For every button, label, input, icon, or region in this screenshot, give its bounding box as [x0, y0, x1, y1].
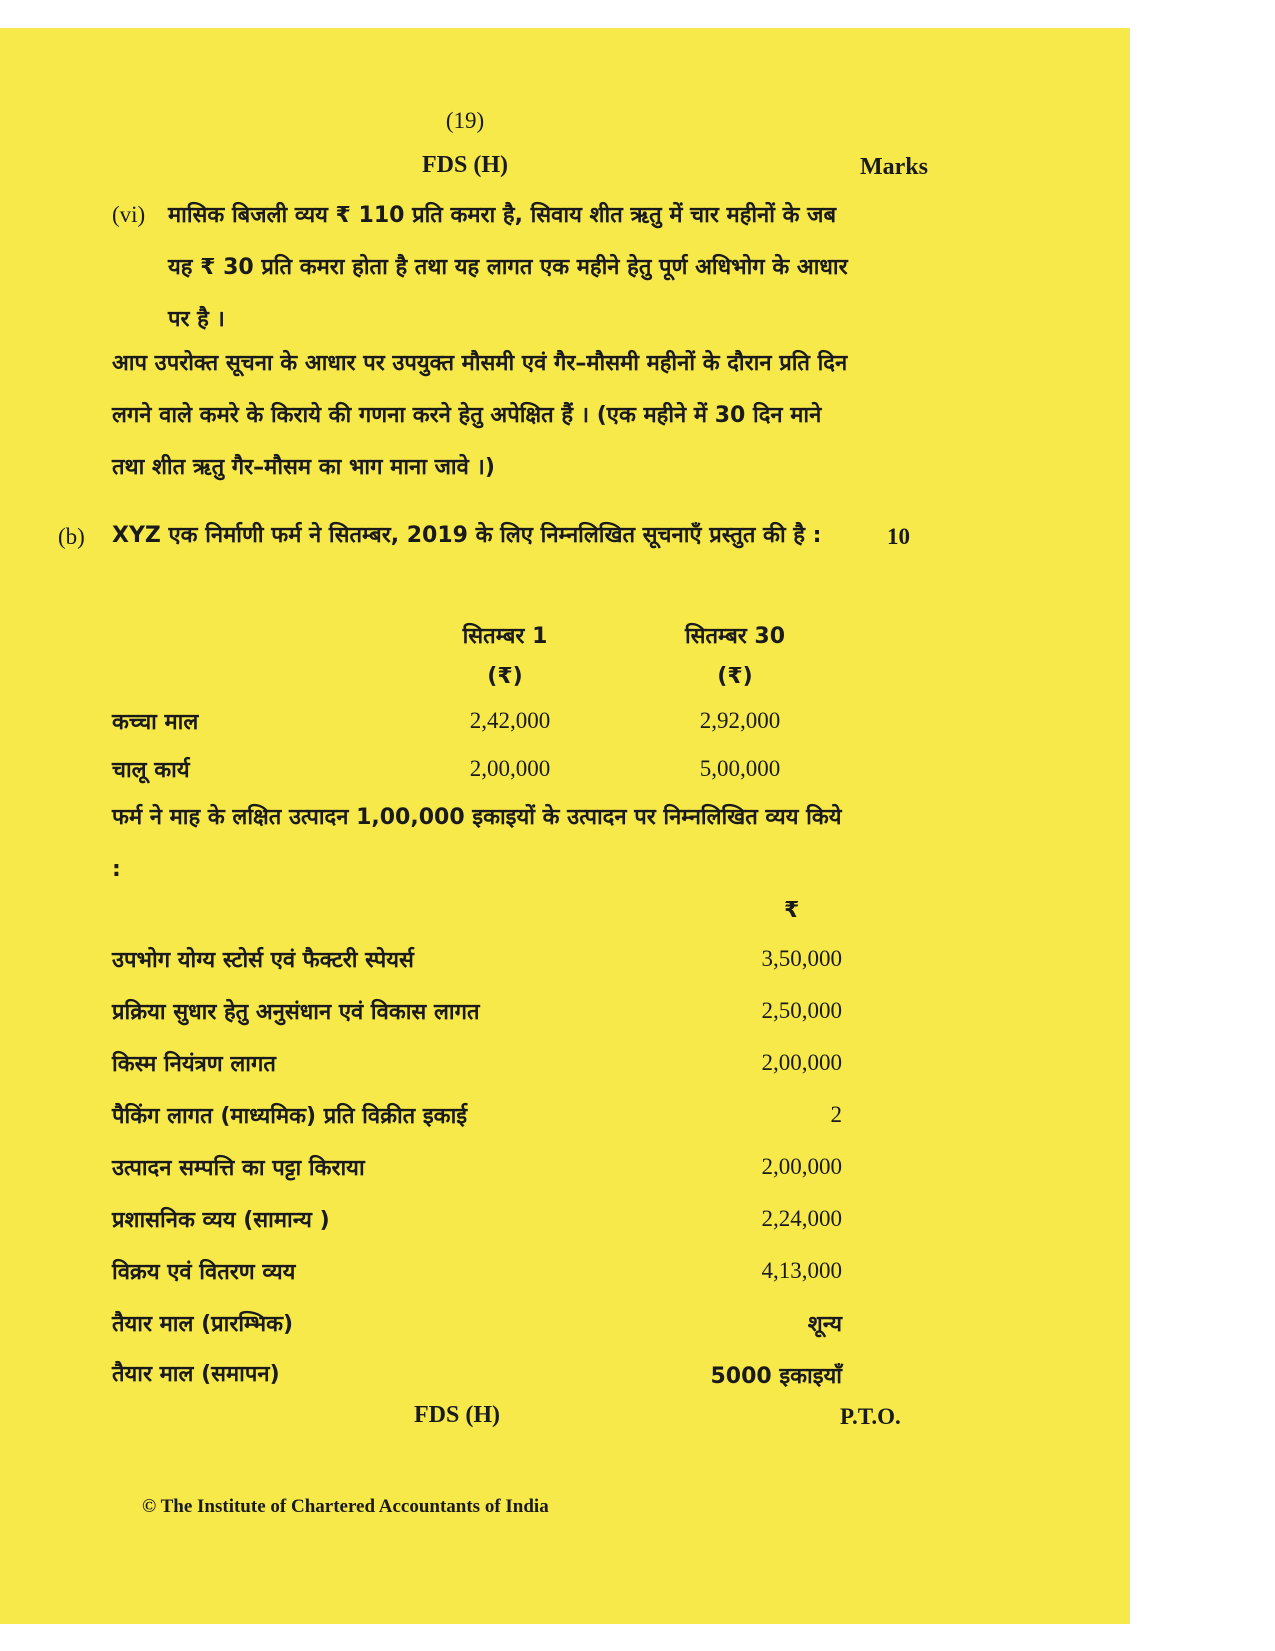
requirement-text: आप उपरोक्त सूचना के आधार पर उपयुक्त मौसमी एवं गैर–मौसमी महीनों के दौरान प्रति दिन लगने वाले कमरे के किराये की गणना करने हेतु अपेक्षित हैं । (एक महीने में 30 दिन माने तथा शीत ऋतु गैर–मौसम का भाग माना जावे ।) [112, 351, 848, 480]
expense-label: प्रशासनिक व्यय (सामान्य ) [112, 1208, 330, 1233]
stock-row-sep30: 5,00,000 [699, 756, 781, 781]
expense-intro: फर्म ने माह के लक्षित उत्पादन 1,00,000 इकाइयों के उत्पादन पर निम्नलिखित व्यय किये : [112, 805, 842, 882]
col-sep1-header: सितम्बर 1 [462, 624, 548, 649]
paper-code-footer: FDS (H) [414, 1402, 500, 1428]
expense-unit: ₹ [784, 898, 800, 923]
expense-label: प्रक्रिया सुधार हेतु अनुसंधान एवं विकास लागत [112, 1000, 480, 1025]
stock-row-sep1: 2,42,000 [469, 708, 551, 733]
marks-heading: Marks [860, 154, 928, 180]
expense-value: 2,24,000 [761, 1206, 842, 1231]
stock-row-label: चालू कार्य [112, 758, 190, 783]
expense-label: किस्म नियंत्रण लागत [112, 1052, 276, 1077]
expense-value: 2,00,000 [761, 1154, 842, 1179]
part-b-marks: 10 [887, 524, 910, 549]
expense-value: शून्य [807, 1312, 842, 1337]
pto-label: P.T.O. [840, 1404, 901, 1429]
stock-row-label: कच्चा माल [112, 710, 199, 735]
page-number: (19) [445, 108, 485, 133]
expense-value: 4,13,000 [761, 1258, 842, 1283]
expense-value: 2,50,000 [761, 998, 842, 1023]
stock-row-sep1: 2,00,000 [469, 756, 551, 781]
expense-value: 2,00,000 [761, 1050, 842, 1075]
col-sep30-header: सितम्बर 30 [684, 624, 786, 649]
expense-label: विक्रय एवं वितरण व्यय [112, 1260, 296, 1285]
col-sep1-unit: (₹) [487, 664, 523, 689]
item-vi-text: मासिक बिजली व्यय ₹ 110 प्रति कमरा है, सिवाय शीत ऋतु में चार महीनों के जब यह ₹ 30 प्रति कमरा होता है तथा यह लागत एक महीने हेतु पूर्ण अधिभोग के आधार पर है । [168, 203, 848, 332]
part-b-intro: XYZ एक निर्माणी फर्म ने सितम्बर, 2019 के लिए निम्नलिखित सूचनाएँ प्रस्तुत की है : [112, 523, 822, 548]
expense-label: पैकिंग लागत (माध्यमिक) प्रति विक्रीत इकाई [112, 1104, 468, 1129]
expense-value: 5000 इकाइयाँ [710, 1364, 842, 1389]
copyright-notice: © The Institute of Chartered Accountants of India [142, 1496, 549, 1517]
stock-row-sep30: 2,92,000 [699, 708, 781, 733]
expense-label: तैयार माल (प्रारम्भिक) [112, 1312, 294, 1337]
col-sep30-unit: (₹) [717, 664, 753, 689]
expense-label: उपभोग योग्य स्टोर्स एवं फैक्टरी स्पेयर्स [112, 948, 414, 973]
paper-code-header: FDS (H) [422, 152, 508, 178]
expense-value: 2 [830, 1102, 842, 1127]
item-vi-label: (vi) [112, 202, 146, 227]
expense-label: तैयार माल (समापन) [112, 1362, 280, 1387]
part-b-label: (b) [58, 524, 85, 549]
expense-label: उत्पादन सम्पत्ति का पट्टा किराया [112, 1156, 365, 1181]
expense-value: 3,50,000 [761, 946, 842, 971]
